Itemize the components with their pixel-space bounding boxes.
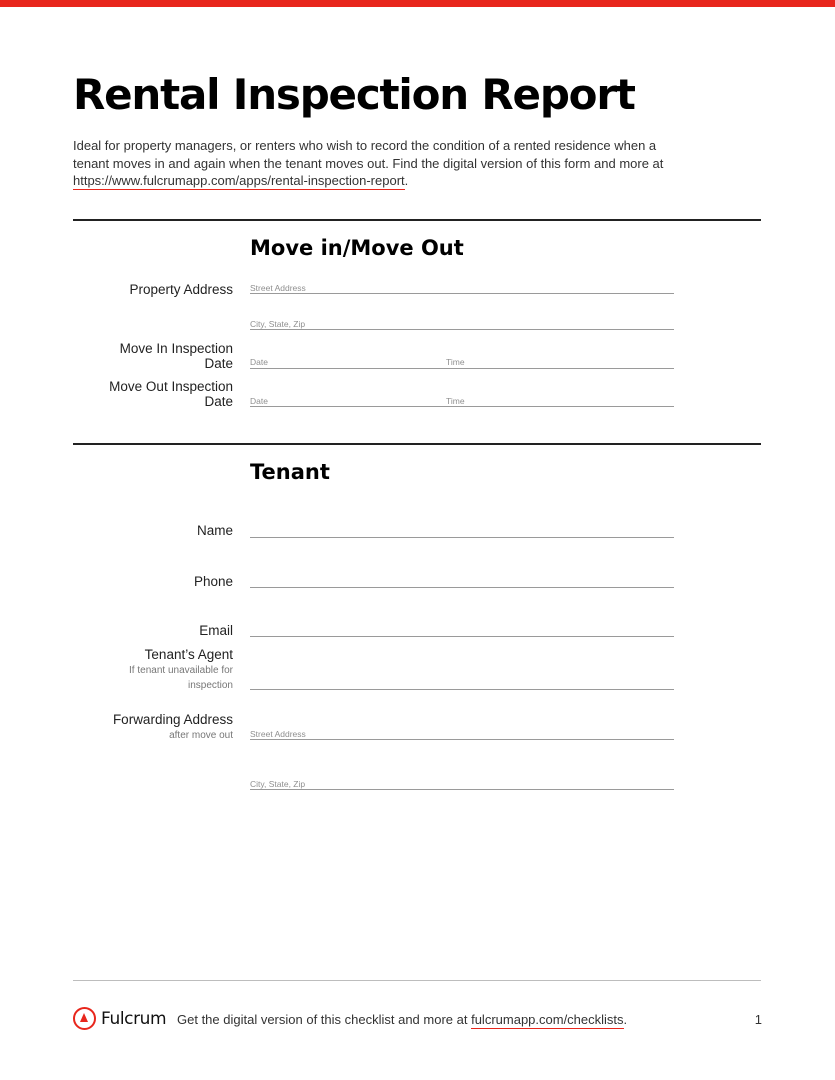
- move-out-time-hint: Time: [446, 396, 465, 406]
- name-field[interactable]: [250, 537, 674, 538]
- property-city-hint: City, State, Zip: [250, 319, 306, 329]
- forwarding-street-hint: Street Address: [250, 729, 306, 739]
- forwarding-address-label: Forwarding Address: [112, 712, 233, 727]
- move-in-label-line1: Move In Inspection: [119, 341, 233, 356]
- name-label: Name: [196, 523, 233, 538]
- phone-field[interactable]: [250, 587, 674, 588]
- footer-text-end: .: [623, 1012, 628, 1027]
- property-address-label: Property Address: [129, 282, 233, 297]
- phone-label: Phone: [193, 574, 233, 589]
- forwarding-city-hint: City, State, Zip: [250, 779, 306, 789]
- page-number: 1: [754, 1012, 762, 1027]
- move-section-title: Move in/Move Out: [250, 236, 464, 260]
- agent-label: Tenant’s Agent: [144, 647, 233, 662]
- footer-link[interactable]: fulcrumapp.com/checklists: [471, 1012, 624, 1027]
- move-out-date-field[interactable]: [250, 406, 674, 407]
- top-accent-bar: [0, 0, 835, 7]
- agent-field[interactable]: [250, 689, 674, 690]
- page-title: Rental Inspection Report: [73, 70, 635, 119]
- forwarding-city-field[interactable]: [250, 789, 674, 790]
- email-field[interactable]: [250, 636, 674, 637]
- footer-text: [177, 1012, 627, 1027]
- footer-divider: [73, 980, 761, 981]
- move-in-time-hint: Time: [446, 357, 465, 367]
- move-out-date-hint: Date: [250, 396, 268, 406]
- move-in-label: [120, 341, 233, 371]
- fulcrum-logo-icon: [73, 1007, 96, 1030]
- intro-link[interactable]: https://www.fulcrumapp.com/apps/rental-inspection-report: [73, 173, 405, 188]
- move-in-date-field[interactable]: [250, 368, 674, 369]
- footer-text-start: Get the digital version of this checklist and more at: [177, 1012, 472, 1027]
- tenant-section-title: Tenant: [250, 460, 330, 484]
- move-out-label: [109, 379, 233, 409]
- intro-text: Ideal for property managers, or renters who wish to record the condition of a rented residence when a tenant moves in and again when the tenant moves out. Find the digital version of this form and more at: [73, 138, 664, 171]
- intro-end: .: [404, 173, 409, 188]
- fulcrum-logo-text: Fulcrum: [101, 1008, 167, 1029]
- property-city-field[interactable]: [250, 329, 674, 330]
- move-in-label-line2: Date: [204, 356, 233, 371]
- agent-sublabel-line2: inspection: [187, 680, 233, 691]
- property-street-field[interactable]: [250, 293, 674, 294]
- agent-sublabel: [129, 663, 233, 693]
- move-in-date-hint: Date: [250, 357, 268, 367]
- forwarding-street-field[interactable]: [250, 739, 674, 740]
- section-divider: [73, 219, 761, 221]
- intro-paragraph: [73, 137, 688, 190]
- move-out-label-line1: Move Out Inspection: [109, 379, 233, 394]
- agent-sublabel-line1: If tenant unavailable for: [129, 665, 233, 676]
- property-street-hint: Street Address: [250, 283, 306, 293]
- move-out-label-line2: Date: [204, 394, 233, 409]
- email-label: Email: [199, 623, 233, 638]
- fulcrum-logo: [73, 1007, 166, 1030]
- section-divider: [73, 443, 761, 445]
- forwarding-sublabel: after move out: [169, 730, 233, 741]
